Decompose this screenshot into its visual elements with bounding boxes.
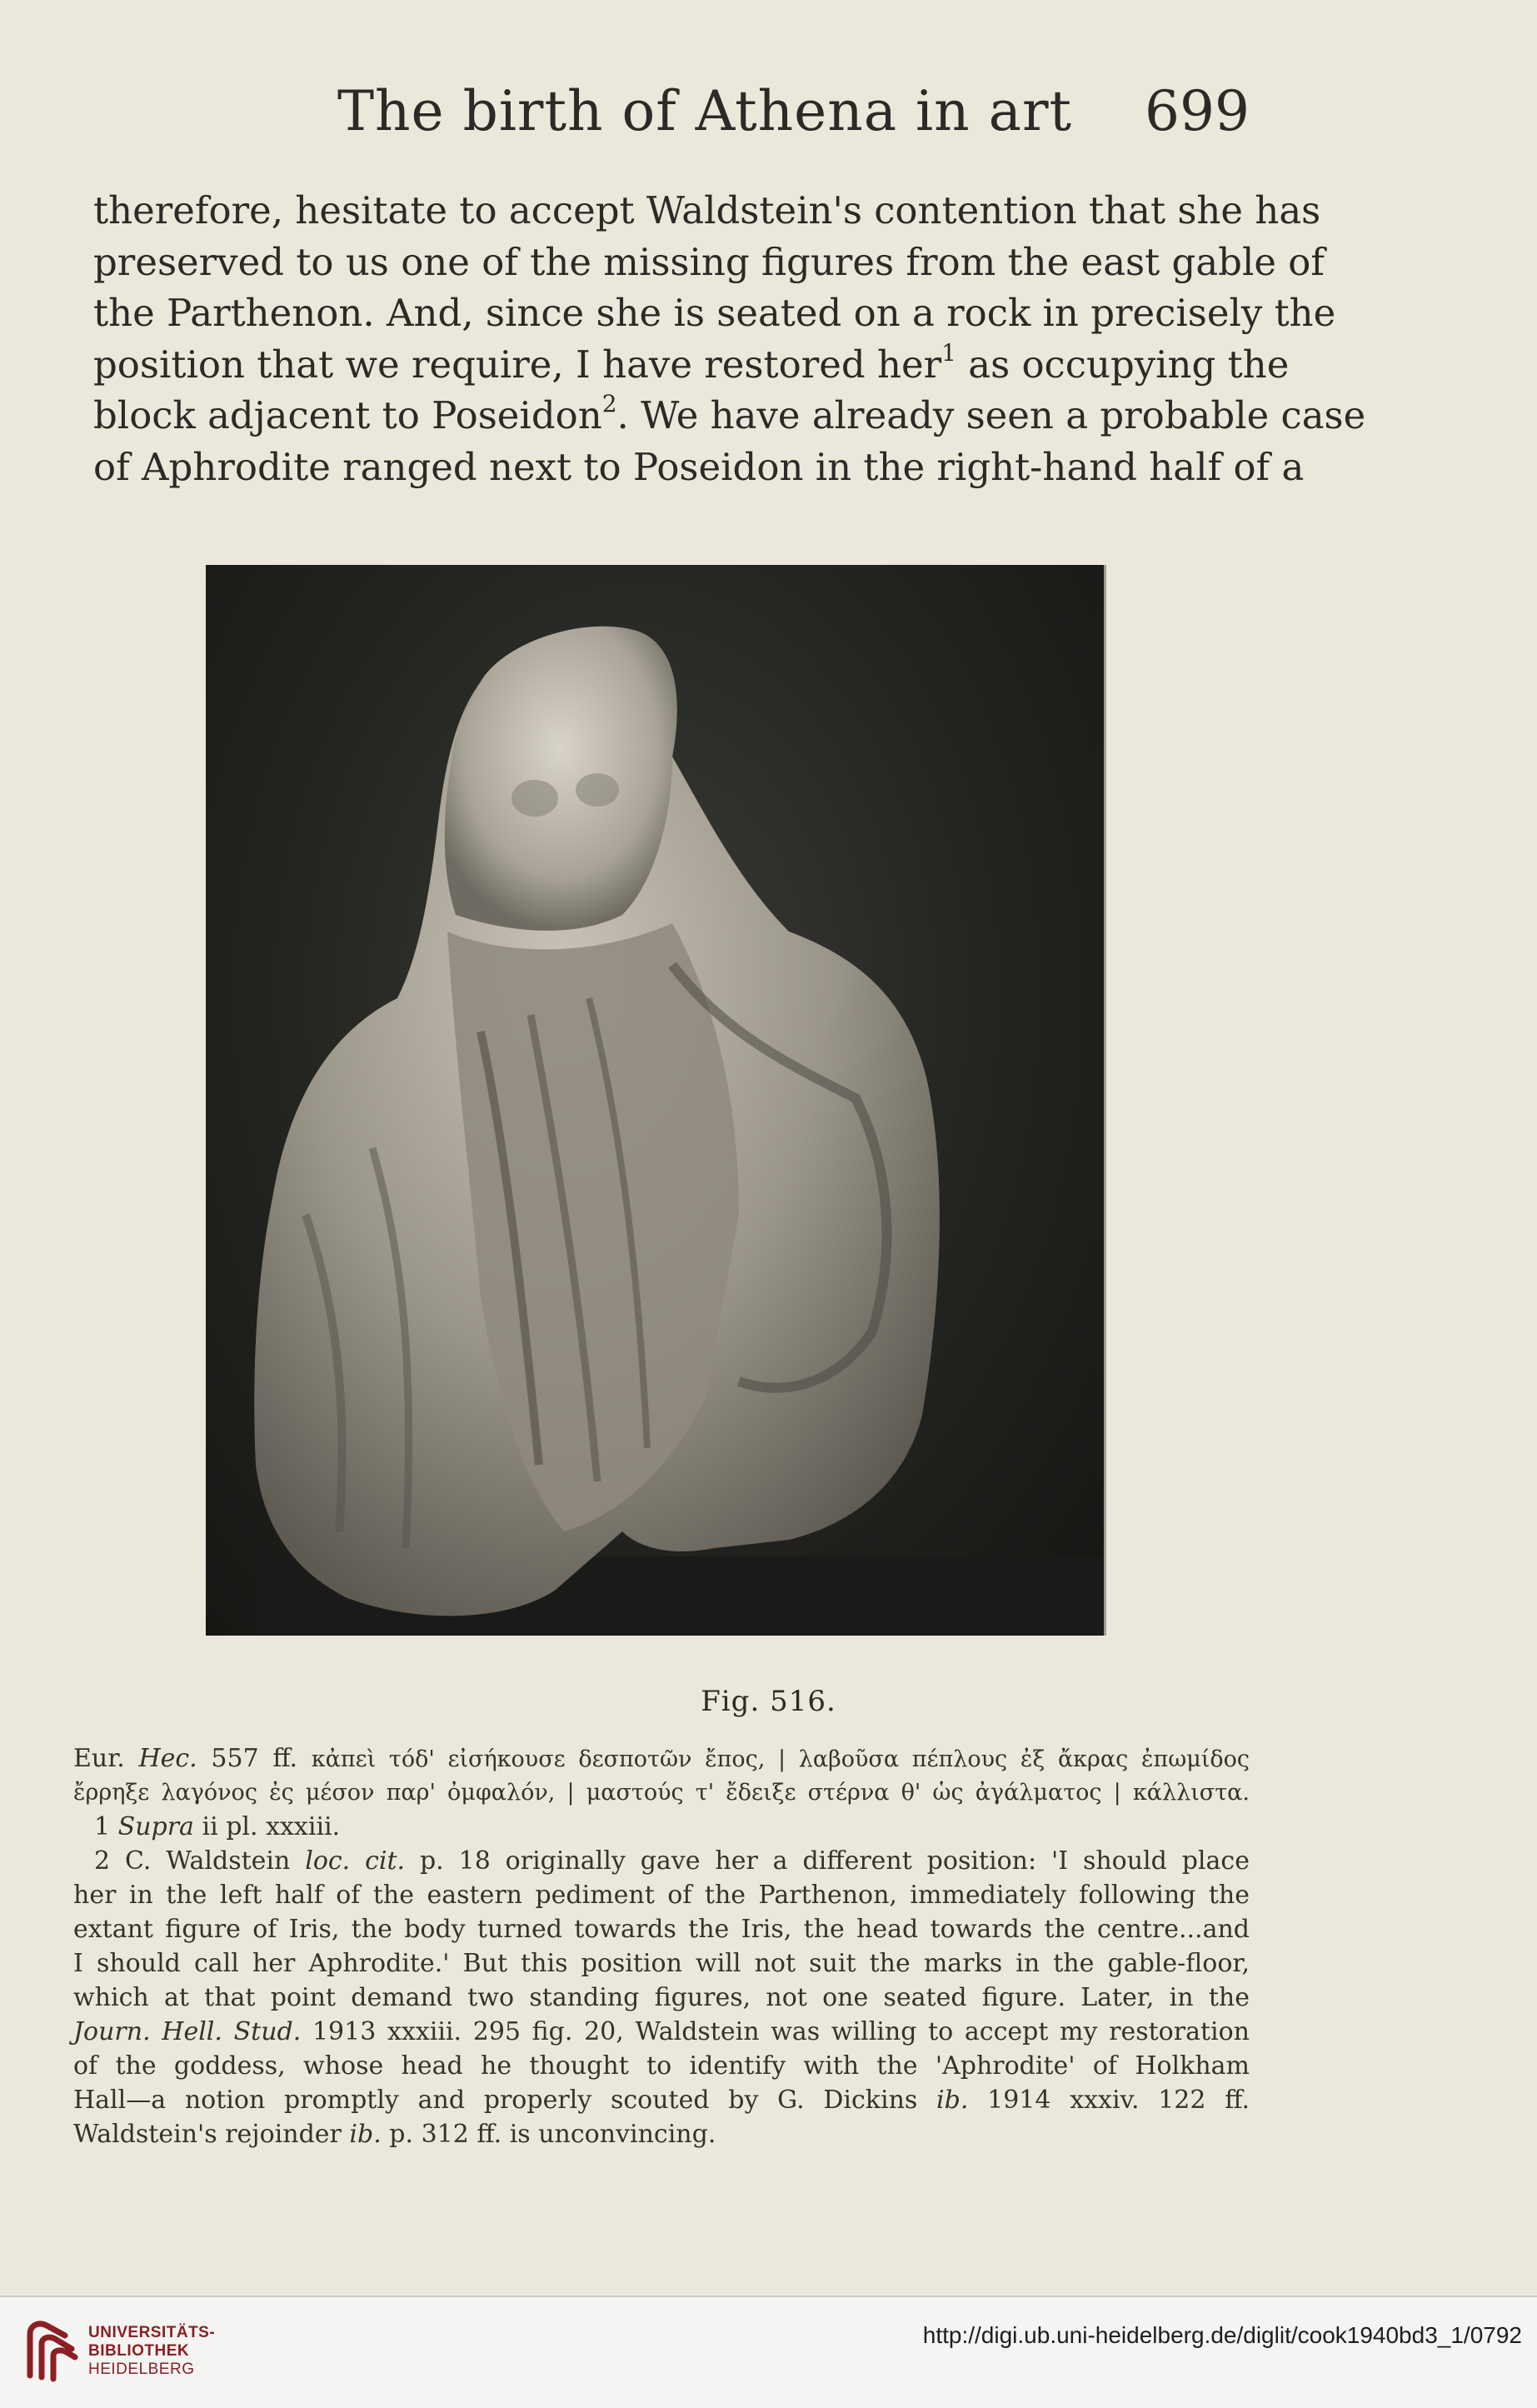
library-name-line: BIBLIOTHEK — [88, 2342, 190, 2360]
body-line-part: block adjacent to Poseidon — [93, 393, 602, 437]
body-line — [93, 338, 1290, 391]
library-name-line: HEIDELBERG — [88, 2361, 195, 2378]
footnote-line — [73, 1741, 1250, 1776]
body-line-part: as occupying the — [968, 342, 1290, 387]
footnote-text: 1914 xxxiv. 122 ff. — [968, 2086, 1250, 2115]
citation: Eur. — [73, 1744, 139, 1773]
footnote-line — [73, 2015, 1250, 2049]
footnote-line: her in the left half of the eastern pediment of the Parthenon, immediately following the — [73, 1881, 1250, 1910]
body-line: the Parthenon. And, since she is seated on a rock in precisely the — [93, 291, 1336, 335]
footnote-reference[interactable]: 1 — [941, 338, 956, 367]
footnote-text: p. 312 ff. is unconvincing. — [381, 2120, 716, 2149]
page-title: The birth of Athena in art — [337, 79, 1073, 143]
footnote-line: which at that point demand two standing figures, not one seated figure. Later, in the — [73, 1983, 1250, 2012]
citation-title: Journ. Hell. Stud. — [73, 2017, 302, 2046]
footnote-text: C. Waldstein — [124, 1846, 306, 1876]
footnote-1 — [73, 1810, 1250, 1844]
running-head — [0, 79, 1537, 146]
footnotes — [73, 1741, 1250, 2151]
library-logo-icon[interactable] — [22, 2317, 80, 2384]
footnote-text: Waldstein's rejoinder — [73, 2120, 350, 2149]
sculpture-photograph — [206, 565, 1106, 1636]
body-paragraph — [93, 185, 1366, 492]
footnote-text: ii pl. xxxiii. — [193, 1812, 341, 1841]
body-line-part: . We have already seen a probable case — [616, 393, 1366, 437]
footnote-text: Hall—a notion promptly and properly scouted by G. Dickins — [73, 2086, 937, 2115]
footnote-number: 2 — [94, 1846, 111, 1876]
figure-caption: Fig. 516. — [701, 1685, 836, 1718]
footnote-line: ἔρρηξε λαγόνος ἐς μέσον παρ' ὀμφαλόν, | μαστούς τ' ἔδειξε στέρνα θ' ὡς ἀγάλματος | κάλλιστα. — [73, 1780, 1250, 1806]
body-line — [93, 390, 1366, 442]
body-line: preserved to us one of the missing figures from the east gable of — [93, 239, 1325, 284]
footnote-reference[interactable]: 2 — [601, 390, 617, 417]
citation: 557 ff. — [197, 1744, 298, 1773]
sculpture-image — [206, 565, 1104, 1636]
library-name[interactable] — [88, 2324, 215, 2379]
footnote-line: extant figure of Iris, the body turned towards the Iris, the head towards the centre...and — [73, 1915, 1250, 1944]
digitization-footer — [0, 2296, 1537, 2408]
body-line: of Aphrodite ranged next to Poseidon in the right-hand half of a — [93, 444, 1305, 489]
footnote-line: I should call her Aphrodite.' But this position will not suit the marks in the gable-floor, — [73, 1949, 1250, 1978]
page-number: 699 — [1145, 79, 1250, 143]
citation-title: loc. cit. — [305, 1846, 406, 1876]
body-line-part: position that we require, I have restored her — [93, 342, 942, 387]
footnote-number: 1 — [94, 1812, 111, 1841]
footnote-line — [73, 2083, 1250, 2117]
footnote-text: p. 18 originally gave her a different position: 'I should place — [405, 1846, 1250, 1876]
body-line: therefore, hesitate to accept Waldstein's contention that she has — [93, 188, 1321, 232]
footnote-line: of the goddess, whose head he thought to identify with the 'Aphrodite' of Holkham — [73, 2051, 1250, 2081]
footnote-line — [73, 2117, 1250, 2151]
library-name-line: UNIVERSITÄTS- — [88, 2324, 216, 2341]
citation-title: ib. — [349, 2120, 382, 2149]
citation-title: ib. — [936, 2086, 969, 2115]
footnote-2 — [73, 1844, 1250, 1878]
citation-title: Supra — [117, 1812, 194, 1841]
source-url-link[interactable]: http://digi.ub.uni-heidelberg.de/diglit/cook1940bd3_1/0792 — [922, 2322, 1522, 2348]
citation-title: Hec. — [138, 1744, 197, 1773]
footnote-text: 1913 xxxiii. 295 fig. 20, Waldstein was willing to accept my restoration — [301, 2017, 1250, 2046]
greek-quotation: κἀπεὶ τόδ' εἰσήκουσε δεσποτῶν ἔπος, | λαβοῦσα πέπλους ἐξ ἄκρας ἐπωμίδος — [311, 1746, 1250, 1772]
